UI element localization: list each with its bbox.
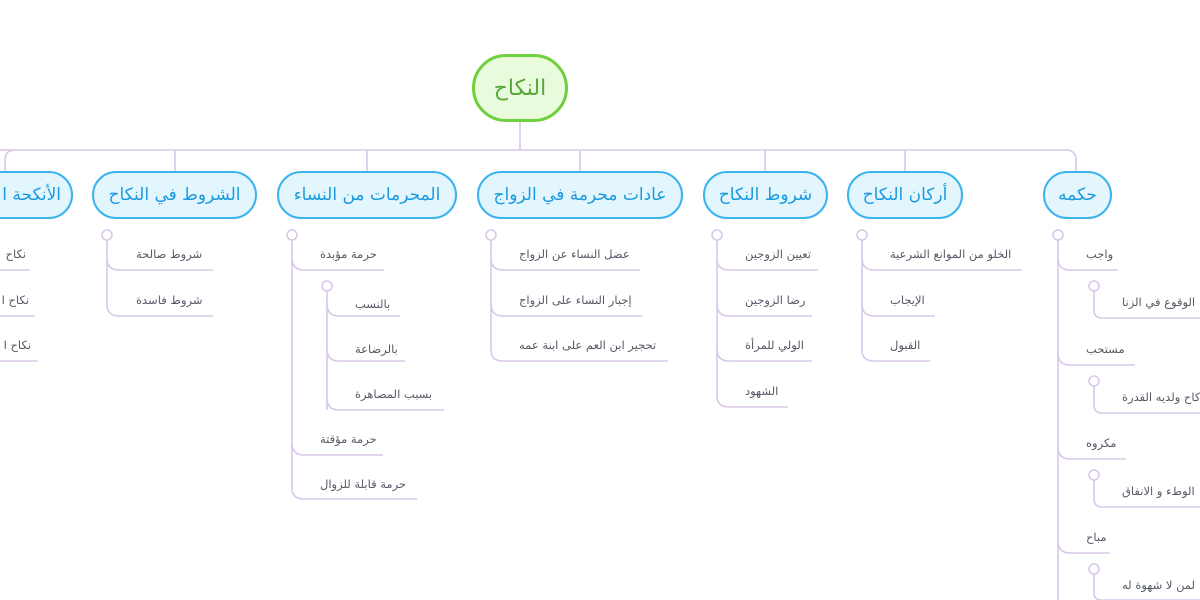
leaf-pillar-1[interactable]: الخلو من الموانع الشرعية: [890, 247, 1012, 261]
branch-prohibited-women[interactable]: المحرمات من النساء: [277, 171, 457, 219]
leaf-custom-3[interactable]: تحجير ابن العم على ابنة عمه: [519, 338, 657, 352]
leaf-marriage-type-2[interactable]: نكاح ا: [1, 293, 29, 307]
leaf-by-nursing[interactable]: بالرضاعة: [355, 342, 398, 356]
leaf-temporary-prohibition[interactable]: حرمة مؤقتة: [320, 432, 377, 446]
leaf-pillar-2[interactable]: الإيجاب: [890, 293, 925, 307]
leaf-removable-prohibition[interactable]: حرمة قابلة للزوال: [320, 477, 407, 491]
leaf-obligatory-detail[interactable]: الوقوع في الزنا: [1122, 295, 1196, 309]
leaf-invalid-conditions[interactable]: شروط فاسدة: [136, 293, 203, 307]
leaf-marriage-type-1[interactable]: نكاح: [5, 247, 26, 261]
leaf-disliked-detail[interactable]: الوطء و الانفاق: [1122, 484, 1195, 498]
branch-pillars[interactable]: أركان النكاح: [847, 171, 963, 219]
leaf-permissible-detail[interactable]: لمن لا شهوة له: [1122, 578, 1196, 592]
leaf-condition-2[interactable]: رضا الزوجين: [745, 293, 806, 307]
leaf-disliked[interactable]: مكروه: [1086, 436, 1117, 450]
leaf-marriage-type-3[interactable]: نكاح ا: [3, 338, 31, 352]
branch-ruling[interactable]: حكمه: [1043, 171, 1112, 219]
leaf-recommended-detail[interactable]: كاح ولديه القدرة: [1122, 390, 1200, 404]
leaf-by-marriage-relation[interactable]: بسبب المصاهرة: [355, 387, 433, 401]
branch-conditions[interactable]: شروط النكاح: [703, 171, 828, 219]
leaf-obligatory[interactable]: واجب: [1086, 247, 1114, 261]
leaf-condition-4[interactable]: الشهود: [745, 384, 779, 398]
leaf-pillar-3[interactable]: القبول: [890, 338, 921, 352]
leaf-custom-1[interactable]: عضل النساء عن الزواج: [519, 247, 630, 261]
leaf-condition-3[interactable]: الولي للمرأة: [745, 338, 804, 352]
leaf-recommended[interactable]: مستحب: [1086, 342, 1125, 356]
leaf-permanent-prohibition[interactable]: حرمة مؤبدة: [320, 247, 377, 261]
leaf-custom-2[interactable]: إجبار النساء على الزواج: [519, 293, 632, 307]
leaf-by-lineage[interactable]: بالنسب: [355, 297, 391, 311]
branch-conditions-in-marriage[interactable]: الشروط في النكاح: [92, 171, 257, 219]
leaf-condition-1[interactable]: تعيين الزوجين: [745, 247, 812, 261]
branch-marriage-types[interactable]: الأنكحة ا: [0, 171, 73, 219]
leaf-permissible[interactable]: مباح: [1086, 530, 1107, 544]
leaf-valid-conditions[interactable]: شروط صالحة: [136, 247, 203, 261]
branch-forbidden-customs[interactable]: عادات محرمة في الزواج: [477, 171, 683, 219]
root-node[interactable]: النكاح: [472, 54, 568, 122]
